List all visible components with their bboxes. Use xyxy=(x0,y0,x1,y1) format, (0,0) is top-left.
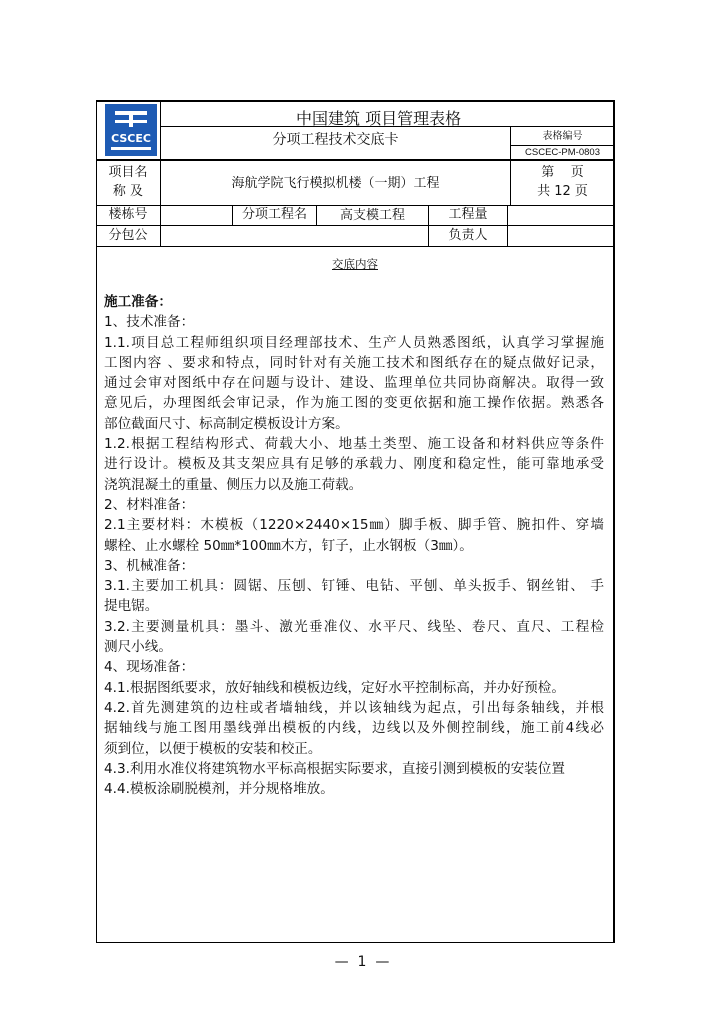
org-title: 中国建筑 项目管理表格 xyxy=(296,110,462,126)
content-line: 进行设计。模板及其支架应具有足够的承载力、刚度和稳定性，能可靠地承受 xyxy=(104,456,604,473)
content-line: 据轴线与施工图用墨线弹出模板的内线，边线以及外侧控制线，施工前4线必 xyxy=(104,720,604,737)
content-line: 浇筑混凝土的重量、侧压力以及施工荷载。 xyxy=(104,476,363,493)
project-label-2: 称 及 xyxy=(112,184,144,199)
building-label: 楼栋号 xyxy=(108,207,148,222)
content-line: 3.2.主要测量机具：墨斗、激光垂准仪、水平尺、线坠、卷尺、直尺、工程检 xyxy=(104,618,604,635)
content-line: 须到位，以便于模板的安装和校正。 xyxy=(104,740,322,757)
form-no: CSCEC-PM-0803 xyxy=(525,147,600,158)
subcontractor-label: 分包公 xyxy=(108,228,148,243)
responsible-label: 负责人 xyxy=(448,228,488,243)
content-line: 测尺小线。 xyxy=(104,639,172,656)
content-line: 2、材料准备： xyxy=(104,496,195,513)
project-name: 海航学院飞行模拟机楼（一期）工程 xyxy=(231,176,440,191)
page-number: — 1 — xyxy=(334,954,390,970)
content-line: 4.4.模板涂刷脱模剂，并分规格堆放。 xyxy=(104,781,334,798)
content-heading: 交底内容 xyxy=(332,257,378,271)
subproject-label: 分项工程名 xyxy=(241,207,307,222)
logo-mark-icon xyxy=(105,104,157,156)
quantity-label: 工程量 xyxy=(448,207,488,222)
content-line: 部位截面尺寸、标高制定模板设计方案。 xyxy=(104,415,349,432)
cscec-logo xyxy=(105,104,157,156)
content-line: 1.2.根据工程结构形式、荷载大小、地基土类型、施工设备和材料供应等条件 xyxy=(104,436,604,453)
content-line: 4.3.利用水准仪将建筑物水平标高根据实际要求，直接引测到模板的安装位置 xyxy=(104,760,565,777)
subproject-value: 高支模工程 xyxy=(339,208,405,223)
content-line: 1、技术准备： xyxy=(104,314,195,331)
page-label: 第 页 xyxy=(541,165,584,180)
content-line: 3、机械准备： xyxy=(104,557,195,574)
table-border-top xyxy=(96,100,615,102)
content-line: 4.1.根据图纸要求，放好轴线和模板边线，定好水平控制标高，并办好预检。 xyxy=(104,679,565,696)
table-border-bottom xyxy=(96,942,615,943)
content-line: 意见后，办理图纸会审记录，作为施工图的变更依据和施工操作依据。熟悉各 xyxy=(104,395,604,412)
content-line: 4.2.首先测建筑的边柱或者墙轴线，并以该轴线为起点，引出每条轴线，并根 xyxy=(104,699,604,716)
form-no-label: 表格编号 xyxy=(542,131,583,142)
content-body xyxy=(104,292,604,799)
content-line: 螺栓、止水螺栓 50㎜*100㎜木方，钉子，止水钢板（3㎜）。 xyxy=(104,537,473,554)
section-heading: 施工准备： xyxy=(104,294,172,310)
table-border-left xyxy=(96,100,97,943)
content-line: 1.1.项目总工程师组织项目经理部技术、生产人员熟悉图纸，认真学习掌握施 xyxy=(104,334,604,351)
logo-text: CSCEC xyxy=(111,132,151,145)
content-line: 通过会审对图纸中存在问题与设计、建设、监理单位共同协商解决。取得一致 xyxy=(104,375,604,392)
content-line: 工图内容 、要求和特点，同时针对有关施工技术和图纸存在的疑点做好记录， xyxy=(104,354,604,371)
project-label-1: 项目名 xyxy=(108,165,148,180)
content-line: 4、现场准备： xyxy=(104,659,195,676)
form-title: 分项工程技术交底卡 xyxy=(272,132,399,148)
content-line: 2.1主要材料：木模板（1220×2440×15㎜）脚手板、脚手管、腕扣件、穿墙 xyxy=(104,517,604,534)
total-pages: 共 12 页 xyxy=(537,184,588,199)
content-line: 3.1.主要加工机具：圆锯、压刨、钉锤、电钻、平刨、单头扳手、钢丝钳、 手 xyxy=(104,578,604,595)
content-line: 提电锯。 xyxy=(104,598,159,615)
table-border-right xyxy=(613,100,615,943)
